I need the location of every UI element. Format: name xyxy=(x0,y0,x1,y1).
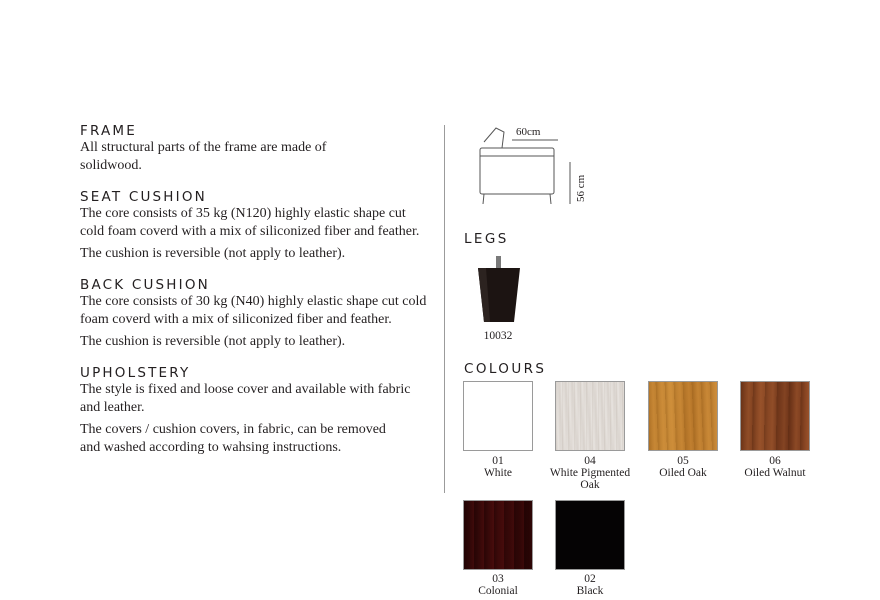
legs-heading: LEGS xyxy=(464,231,509,247)
height-label: 56 cm xyxy=(575,174,587,202)
swatch-white xyxy=(463,381,533,451)
swatch-name: White xyxy=(483,467,513,479)
swatch-label-white-pigmented-oak xyxy=(544,455,636,491)
swatch-name: Oiled Oak xyxy=(659,467,707,479)
swatch-name: Colonial xyxy=(478,585,518,597)
swatch-oiled-oak xyxy=(648,381,718,451)
column-divider xyxy=(444,125,445,493)
section-heading: SEAT CUSHION xyxy=(80,189,207,205)
swatch-label-black xyxy=(545,573,635,597)
swatch-black xyxy=(555,500,625,570)
swatch-code: 02 xyxy=(584,573,596,585)
section-heading: UPHOLSTERY xyxy=(80,365,191,381)
swatch-code: 05 xyxy=(677,455,689,467)
section-paragraph: The style is fixed and loose cover and available with fabric and leather. xyxy=(80,382,411,415)
swatch-label-colonial xyxy=(453,573,543,597)
swatch-code: 04 xyxy=(584,455,596,467)
section-paragraph: The cushion is reversible (not apply to leather). xyxy=(80,334,346,349)
section-heading: FRAME xyxy=(80,123,138,139)
sofa-back-outline xyxy=(484,128,504,148)
swatch-label-oiled-walnut xyxy=(730,455,820,479)
swatch-oiled-walnut xyxy=(740,381,810,451)
width-label: 60cm xyxy=(516,126,541,138)
sofa-body-outline xyxy=(480,148,554,194)
swatch-colonial xyxy=(463,500,533,570)
leg-code: 10032 xyxy=(483,330,513,342)
leg-bolt xyxy=(496,256,501,268)
leg-image xyxy=(472,256,528,326)
section-upholstery xyxy=(80,364,430,457)
colours-heading: COLOURS xyxy=(464,361,547,377)
section-heading: BACK CUSHION xyxy=(80,277,210,293)
swatch-name: White Pigmented Oak xyxy=(549,467,631,491)
section-seat-cushion xyxy=(80,188,430,263)
swatch-label-oiled-oak xyxy=(638,455,728,479)
swatch-code: 03 xyxy=(492,573,504,585)
section-back-cushion xyxy=(80,276,430,351)
section-paragraph: All structural parts of the frame are made of solidwood. xyxy=(80,140,327,173)
sofa-leg-right xyxy=(550,194,551,204)
spec-text-column xyxy=(80,122,430,470)
swatch-name: Black xyxy=(576,585,604,597)
sofa-dimension-drawing xyxy=(472,122,592,212)
swatch-label-white xyxy=(453,455,543,479)
swatch-code: 01 xyxy=(492,455,504,467)
section-paragraph: The covers / cushion covers, in fabric, can be removed and washed according to wahsing instructions. xyxy=(80,422,386,455)
swatch-name: Oiled Walnut xyxy=(744,467,806,479)
section-paragraph: The core consists of 30 kg (N40) highly elastic shape cut cold foam coverd with a mix of siliconized fiber and feather. xyxy=(80,294,427,327)
swatch-white-pigmented-oak xyxy=(555,381,625,451)
section-paragraph: The core consists of 35 kg (N120) highly elastic shape cut cold foam coverd with a mix of siliconized fiber and feather. xyxy=(80,206,420,239)
section-paragraph: The cushion is reversible (not apply to leather). xyxy=(80,246,346,261)
sofa-leg-left xyxy=(483,194,484,204)
swatch-code: 06 xyxy=(769,455,781,467)
section-frame xyxy=(80,122,430,175)
